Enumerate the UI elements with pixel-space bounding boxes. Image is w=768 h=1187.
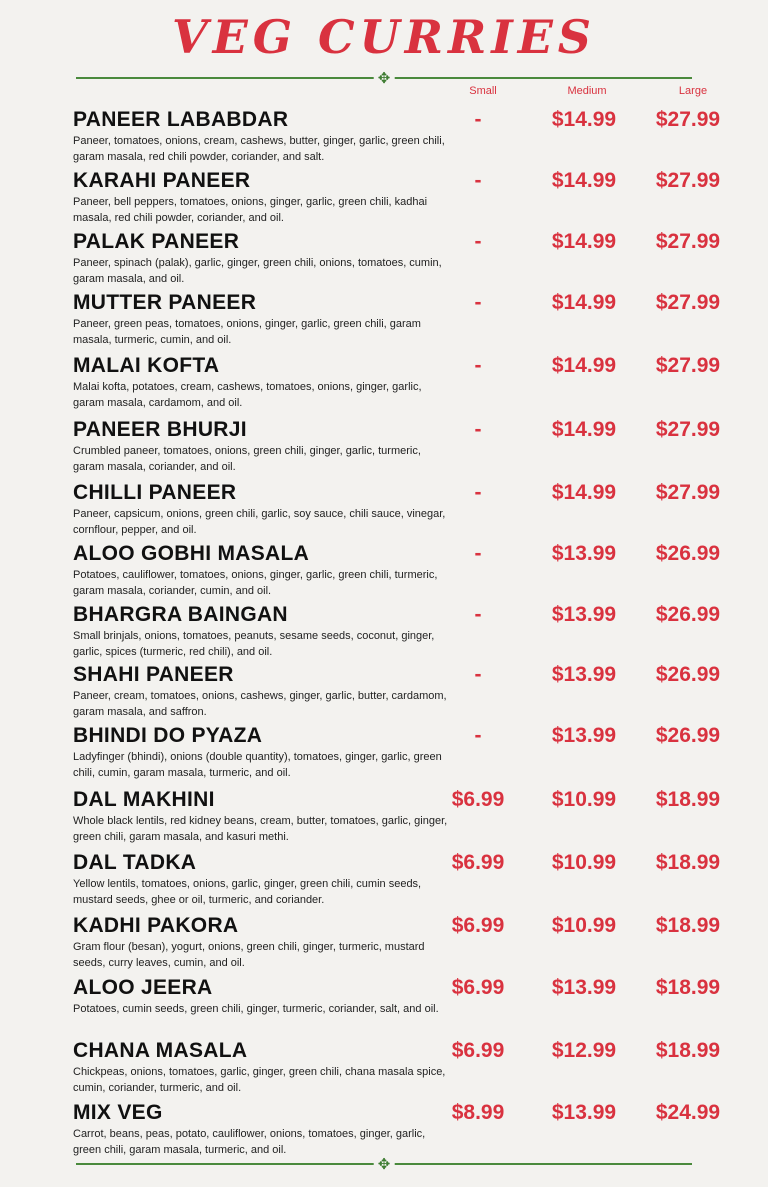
item-description: Whole black lentils, red kidney beans, cream, butter, tomatoes, garlic, ginger, green chili, garam masala, and kasuri methi. xyxy=(73,815,448,843)
menu-item xyxy=(73,724,763,784)
menu-item xyxy=(73,418,763,478)
price-medium: $14.99 xyxy=(551,481,617,504)
item-name: CHANA MASALA xyxy=(73,1039,248,1062)
ornament-icon: ✥ xyxy=(374,68,395,88)
price-large: $27.99 xyxy=(655,169,721,192)
item-name: ALOO JEERA xyxy=(73,976,213,999)
item-name: PANEER LABABDAR xyxy=(73,108,289,131)
menu-item xyxy=(73,542,763,602)
top-divider xyxy=(76,69,692,87)
menu-item xyxy=(73,481,763,541)
price-medium: $14.99 xyxy=(551,230,617,253)
menu-item xyxy=(73,788,763,848)
price-medium: $13.99 xyxy=(551,1101,617,1124)
item-name: PALAK PANEER xyxy=(73,230,240,253)
size-header-small: Small xyxy=(469,85,497,97)
item-description: Small brinjals, onions, tomatoes, peanuts, sesame seeds, coconut, ginger, garlic, spices (turmeric, red chili), and oil. xyxy=(73,630,435,658)
price-medium: $10.99 xyxy=(551,851,617,874)
size-header-medium: Medium xyxy=(567,85,607,97)
price-large: $27.99 xyxy=(655,418,721,441)
item-description: Yellow lentils, tomatoes, onions, garlic, ginger, green chili, cumin seeds, mustard seeds, ghee or oil, turmeric, and coriander. xyxy=(73,878,422,906)
menu-item xyxy=(73,1101,763,1161)
price-medium: $10.99 xyxy=(551,914,617,937)
item-name: KARAHI PANEER xyxy=(73,169,251,192)
price-small: - xyxy=(474,603,482,626)
menu-item xyxy=(73,291,763,351)
item-description: Paneer, cream, tomatoes, onions, cashews, ginger, garlic, butter, cardamom, garam masala, and saffron. xyxy=(73,690,447,718)
item-description: Gram flour (besan), yogurt, onions, green chili, ginger, turmeric, mustard seeds, curry leaves, cumin, and oil. xyxy=(73,941,425,969)
item-name: ALOO GOBHI MASALA xyxy=(73,542,310,565)
menu-item xyxy=(73,108,763,168)
item-name: PANEER BHURJI xyxy=(73,418,247,441)
item-name: SHAHI PANEER xyxy=(73,663,234,686)
item-description: Chickpeas, onions, tomatoes, garlic, ginger, green chili, chana masala spice, cumin, coriander, turmeric, and oil. xyxy=(73,1066,446,1094)
price-large: $18.99 xyxy=(655,788,721,811)
price-large: $18.99 xyxy=(655,851,721,874)
price-medium: $14.99 xyxy=(551,108,617,131)
price-small: - xyxy=(474,169,482,192)
price-medium: $14.99 xyxy=(551,169,617,192)
price-small: $8.99 xyxy=(451,1101,505,1124)
price-small: $6.99 xyxy=(451,1039,505,1062)
price-small: $6.99 xyxy=(451,788,505,811)
item-description: Potatoes, cauliflower, tomatoes, onions, ginger, garlic, green chili, turmeric, garam masala, coriander, cumin, and oil. xyxy=(73,569,438,597)
price-small: $6.99 xyxy=(451,976,505,999)
item-name: DAL TADKA xyxy=(73,851,197,874)
menu-item xyxy=(73,169,763,229)
price-large: $26.99 xyxy=(655,724,721,747)
price-medium: $14.99 xyxy=(551,418,617,441)
item-description: Ladyfinger (bhindi), onions (double quantity), tomatoes, ginger, garlic, green chili, cumin, garam masala, turmeric, and oil. xyxy=(73,751,442,779)
item-name: DAL MAKHINI xyxy=(73,788,215,811)
item-description: Malai kofta, potatoes, cream, cashews, tomatoes, onions, ginger, garlic, garam masala, cardamom, and oil. xyxy=(73,381,422,409)
price-large: $27.99 xyxy=(655,291,721,314)
price-large: $26.99 xyxy=(655,603,721,626)
price-medium: $13.99 xyxy=(551,603,617,626)
price-small: - xyxy=(474,230,482,253)
price-large: $27.99 xyxy=(655,354,721,377)
item-name: MALAI KOFTA xyxy=(73,354,220,377)
price-medium: $13.99 xyxy=(551,976,617,999)
item-name: BHARGRA BAINGAN xyxy=(73,603,288,626)
item-description: Carrot, beans, peas, potato, cauliflower, onions, tomatoes, ginger, garlic, green chili, garam masala, turmeric, and oil. xyxy=(73,1128,426,1156)
item-description: Paneer, spinach (palak), garlic, ginger, green chili, onions, tomatoes, cumin, garam masala, and oil. xyxy=(73,257,442,285)
menu-item xyxy=(73,914,763,974)
item-description: Potatoes, cumin seeds, green chili, ginger, turmeric, coriander, salt, and oil. xyxy=(73,1003,439,1015)
price-large: $24.99 xyxy=(655,1101,721,1124)
item-name: MIX VEG xyxy=(73,1101,163,1124)
menu-title: VEG CURRIES xyxy=(171,10,597,64)
bottom-divider xyxy=(76,1155,692,1173)
item-description: Paneer, bell peppers, tomatoes, onions, ginger, garlic, green chili, kadhai masala, red chili powder, coriander, and oil. xyxy=(73,196,428,224)
menu-item xyxy=(73,976,763,1036)
menu-item xyxy=(73,851,763,911)
price-large: $27.99 xyxy=(655,481,721,504)
price-small: $6.99 xyxy=(451,851,505,874)
item-description: Paneer, tomatoes, onions, cream, cashews, butter, ginger, garlic, green chili, garam masala, red chili powder, coriander, and salt. xyxy=(73,135,445,163)
price-large: $18.99 xyxy=(655,914,721,937)
price-small: - xyxy=(474,542,482,565)
price-small: - xyxy=(474,418,482,441)
menu-item xyxy=(73,230,763,290)
price-large: $18.99 xyxy=(655,976,721,999)
price-medium: $10.99 xyxy=(551,788,617,811)
price-large: $27.99 xyxy=(655,108,721,131)
menu-item xyxy=(73,1039,763,1099)
price-large: $26.99 xyxy=(655,542,721,565)
price-large: $26.99 xyxy=(655,663,721,686)
item-description: Crumbled paneer, tomatoes, onions, green chili, ginger, garlic, turmeric, garam masala, coriander, and oil. xyxy=(73,445,421,473)
item-name: CHILLI PANEER xyxy=(73,481,237,504)
price-large: $27.99 xyxy=(655,230,721,253)
ornament-icon: ✥ xyxy=(374,1154,395,1174)
item-name: KADHI PAKORA xyxy=(73,914,239,937)
price-medium: $14.99 xyxy=(551,291,617,314)
price-medium: $14.99 xyxy=(551,354,617,377)
price-small: - xyxy=(474,354,482,377)
price-medium: $13.99 xyxy=(551,724,617,747)
menu-item xyxy=(73,354,763,414)
price-small: - xyxy=(474,663,482,686)
item-description: Paneer, capsicum, onions, green chili, garlic, soy sauce, chili sauce, vinegar, cornflour, pepper, and oil. xyxy=(73,508,446,536)
size-header-large: Large xyxy=(678,85,708,97)
price-small: - xyxy=(474,291,482,314)
item-name: BHINDI DO PYAZA xyxy=(73,724,263,747)
price-small: $6.99 xyxy=(451,914,505,937)
price-large: $18.99 xyxy=(655,1039,721,1062)
price-medium: $13.99 xyxy=(551,663,617,686)
item-name: MUTTER PANEER xyxy=(73,291,257,314)
price-medium: $12.99 xyxy=(551,1039,617,1062)
price-small: - xyxy=(474,481,482,504)
item-description: Paneer, green peas, tomatoes, onions, ginger, garlic, green chili, garam masala, turmeric, cumin, and oil. xyxy=(73,318,421,346)
menu-item xyxy=(73,603,763,663)
price-small: - xyxy=(474,724,482,747)
price-small: - xyxy=(474,108,482,131)
price-medium: $13.99 xyxy=(551,542,617,565)
menu-item xyxy=(73,663,763,723)
